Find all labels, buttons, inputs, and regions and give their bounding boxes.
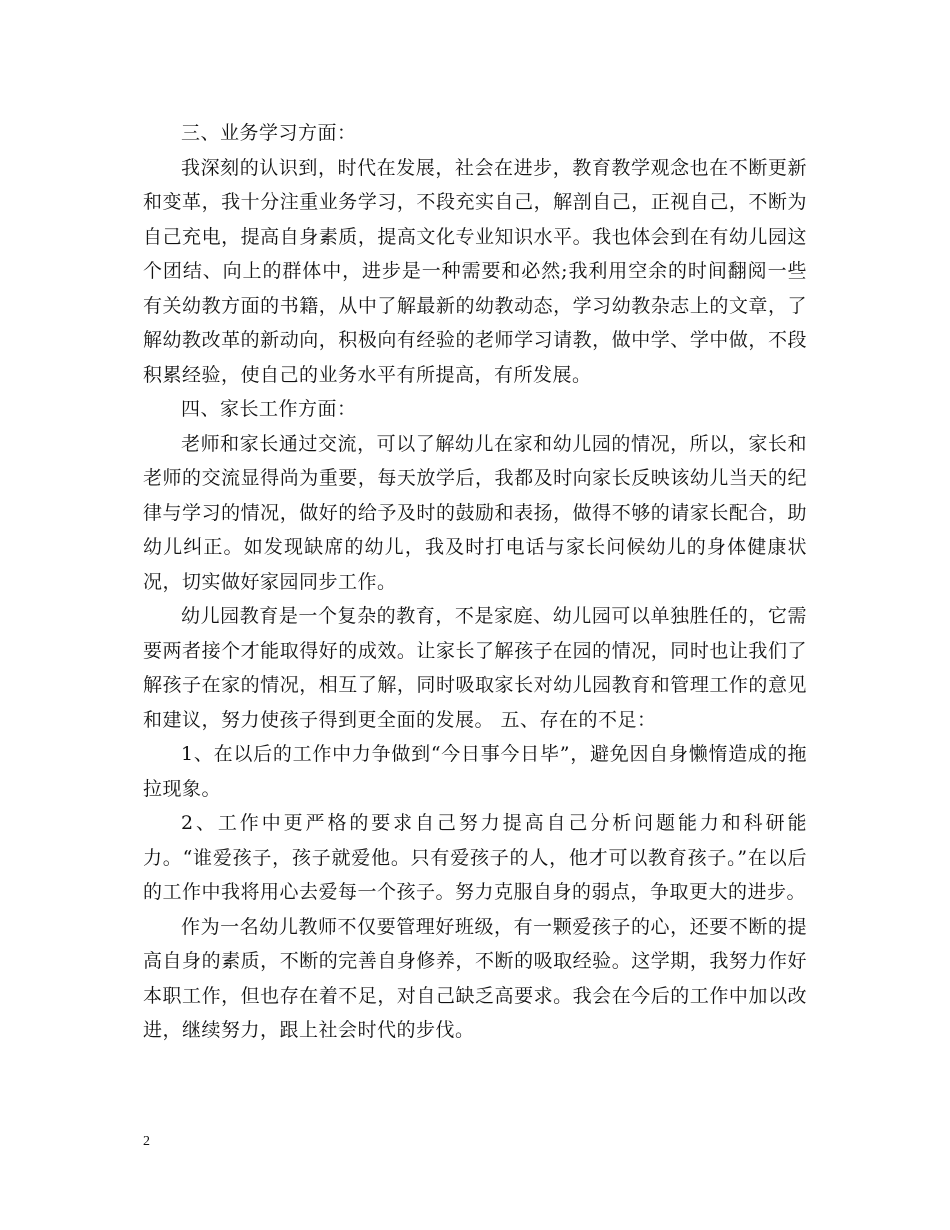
document-body: [143, 116, 807, 1048]
paragraph-parent-communication: 老师和家长通过交流，可以了解幼儿在家和幼儿园的情况，所以，家长和老师的交流显得尚为重要，每天放学后，我都及时向家长反映该幼儿当天的纪律与学习的情况，做好的给予及时的鼓励和表扬，做得不够的请家长配合，助幼儿纠正。如发现缺席的幼儿，我及时打电话与家长问候幼儿的身体健康状况，切实做好家园同步工作。: [143, 432, 807, 593]
paragraph-business-study: 我深刻的认识到，时代在发展，社会在进步，教育教学观念也在不断更新和变革，我十分注重业务学习，不段充实自己，解剖自己，正视自己，不断为自己充电，提高自身素质，提高文化专业知识水平。我也体会到在有幼儿园这个团结、向上的群体中，进步是一种需要和必然;我利用空余的时间翻阅一些有关幼教方面的书籍，从中了解最新的幼教动态，学习幼教杂志上的文章，了解幼教改革的新动向，积极向有经验的老师学习请教，做中学、学中做，不段积累经验，使自己的业务水平有所提高，有所发展。: [143, 156, 807, 386]
page-number: 2: [143, 1134, 150, 1149]
paragraph-kindergarten-education: 幼儿园教育是一个复杂的教育，不是家庭、幼儿园可以单独胜任的，它需要两者接个才能取得好的成效。让家长了解孩子在园的情况，同时也让我们了解孩子在家的情况，相互了解，同时吸取家长对幼儿园教育和管理工作的意见和建议，努力使孩子得到更全面的发展。 五、存在的不足：: [143, 605, 807, 731]
paragraph-shortcoming-1: 1、在以后的工作中力争做到“今日事今日毕”，避免因自身懒惰造成的拖拉现象。: [143, 743, 807, 800]
section-heading-parent-work: 四、家长工作方面：: [181, 398, 357, 420]
section-heading-business-study: 三、业务学习方面：: [181, 122, 357, 144]
paragraph-conclusion: 作为一名幼儿教师不仅要管理好班级，有一颗爱孩子的心，还要不断的提高自身的素质，不断的完善自身修养，不断的吸取经验。这学期，我努力作好本职工作，但也存在着不足，对自己缺乏高要求。我会在今后的工作中加以改进，继续努力，跟上社会时代的步伐。: [143, 915, 807, 1041]
paragraph-shortcoming-2: 2、工作中更严格的要求自己努力提高自己分析问题能力和科研能力。“谁爱孩子，孩子就爱他。只有爱孩子的人，他才可以教育孩子。”在以后的工作中我将用心去爱每一个孩子。努力克服自身的弱点，争取更大的进步。: [143, 812, 807, 903]
